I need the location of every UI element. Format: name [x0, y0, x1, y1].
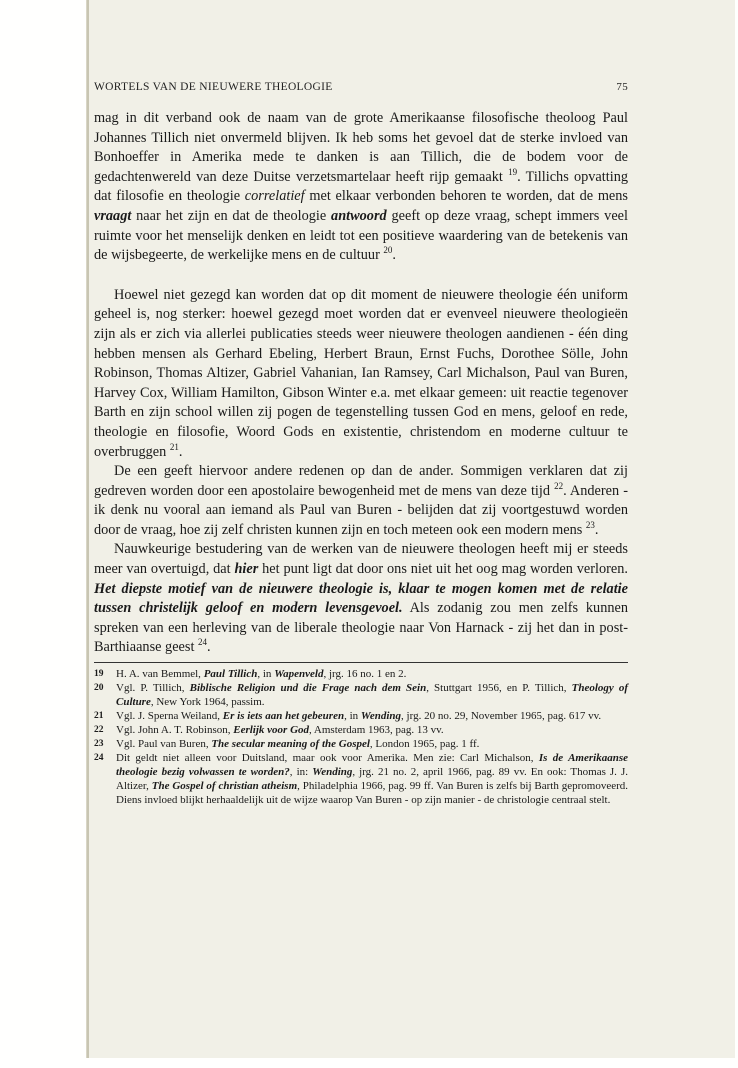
text-run: Hoewel niet gezegd kan worden dat op dit moment de nieuwere theologie één uniform geheel is, nog sterker: hoewel gezegd moet worden dat er evenveel nieuwere theologieën zijn als er zich via allerlei publicaties steeds weer nieuwere theologen aandienen - één ding hebben mensen als Gerhard Ebeling, Herbert Braun, Ernst Fuchs, Dorothee Sölle, John Robinson, Thomas Altizer, Gabriel Vahanian, Ian Ramsey, Carl Michalson, Paul van Buren, Harvey Cox, William Hamilton, Gibson Winter e.a. met elkaar gemeen: uit reactie tegenover Barth en zijn school willen zij pogen de tegenstelling tussen God en mens, geloof en rede, theologie en filosofie, Woord Gods en existentie, christendom en moderne cultuur te overbruggen [94, 286, 628, 460]
running-header [94, 81, 628, 109]
footnote-text-run: , jrg. 21 no. 2, april 1966, pag. 89 vv. En ook: Thomas J. J. Altizer, [116, 766, 628, 793]
footnote-title: Eerlijk voor God [233, 724, 310, 737]
text-run: . [594, 521, 599, 538]
footnote-text-run: Dit geldt niet alleen voor Duitsland, maar ook voor Amerika. Men zie: Carl Michalson, [116, 752, 539, 765]
footnote-title: Er is iets aan het gebeuren [222, 710, 345, 723]
footnote-title: The Gospel of christian atheism [151, 780, 298, 793]
text-run: het punt ligt dat door ons niet uit het oog mag worden verloren. [258, 561, 628, 578]
book-page [86, 0, 735, 1058]
footnote-text-run: Vgl. P. Tillich, [116, 682, 190, 695]
footnote-text-run: , in: [289, 766, 313, 779]
footnote [94, 709, 628, 723]
footnote-text-run: , in [257, 668, 275, 681]
paragraph-4 [94, 540, 628, 658]
footnote-title: Wending [360, 710, 402, 723]
page-number: 75 [616, 81, 628, 93]
footnote-number: 20 [94, 683, 104, 694]
footnote-text-run: Vgl. Paul van Buren, [116, 738, 212, 751]
footnote-text-run: , New York 1964, passim. [150, 696, 265, 709]
footnote-text-run: H. A. van Bemmel, [116, 668, 204, 681]
footnote-text [116, 737, 628, 751]
paragraph-3 [94, 462, 628, 540]
paragraph-2 [94, 286, 628, 462]
footnote [94, 737, 628, 751]
emphasis: vraagt [94, 207, 132, 224]
footnote [94, 681, 628, 709]
text-run: . Tillichs opvatting dat filosofie en theologie [94, 168, 628, 205]
footnote-text [116, 723, 628, 737]
footnote-number: 21 [94, 711, 104, 722]
text-run: met elkaar verbonden behoren te worden, dat de mens [304, 188, 628, 205]
footnote [94, 751, 628, 807]
footnote-title: Paul Tillich [203, 668, 258, 681]
footnote-text-run: , Stuttgart 1956, en P. Tillich, [426, 682, 572, 695]
text-run: naar het zijn en dat de theologie [131, 207, 332, 224]
text-run: Nauwkeurige bestudering van de werken van de nieuwere theologen heeft mij er steeds meer van overtuigd, dat [94, 541, 628, 578]
footnote-number: 22 [94, 725, 104, 736]
footnote-title: The secular meaning of the Gospel [211, 738, 370, 751]
footnote [94, 723, 628, 737]
footnote-ref[interactable]: 24 [198, 637, 208, 648]
footnote-text [116, 709, 628, 723]
emphasis: antwoord [331, 207, 387, 224]
text-run: . Anderen - ik denk nu vooral aan iemand als Paul van Buren - belijden dat zij voortgestuwd worden door de vraag, hoe zij zelf christen kunnen zijn en toch meteen ook een modern mens [94, 482, 628, 538]
text-run: Als zodanig zou men zelfs kunnen spreken van een herleving van de liberale theologie naar Von Harnack - zij het dan in post-Barthiaanse geest [94, 600, 628, 656]
running-title: WORTELS VAN DE NIEUWERE THEOLOGIE [94, 81, 333, 93]
footnote-divider [94, 662, 628, 663]
footnote-title: Biblische Religion und die Frage nach dem Sein [189, 682, 427, 695]
text-run: De een geeft hiervoor andere redenen op dan de ander. Sommigen verklaren dat zij gedreven worden door een apostolaire bewogenheid met de mens van deze tijd [94, 463, 628, 499]
footnote-ref[interactable]: 23 [585, 520, 595, 531]
emphasis: correlatief [244, 188, 305, 205]
footnote-number: 23 [94, 739, 104, 750]
emphasis-sentence: Het diepste motief van de nieuwere theologie is, klaar te mogen komen met de relatie tussen christelijk geloof en modern levensgevoel. [94, 580, 628, 617]
footnote-title: Theology of Culture [116, 682, 629, 709]
text-run: . [207, 639, 211, 656]
footnote-ref[interactable]: 22 [554, 480, 564, 491]
footnote-text-run: , in [344, 710, 361, 723]
footnote-text [116, 751, 628, 807]
footnote-text-run: Vgl. J. Sperna Weiland, [116, 710, 223, 723]
page-content [94, 81, 628, 807]
footnote-number: 19 [94, 669, 104, 680]
footnote-title: Is de Amerikaanse theologie bezig volwassen te worden? [116, 752, 628, 779]
footnote-title: Wapenveld [274, 668, 324, 681]
footnote-text-run: , Philadelphia 1966, pag. 99 ff. Van Buren is zelfs bij Barth gepromoveerd. Diens invloed blijkt herhaaldelijk uit de wijze waarop Van Buren - op zijn manier - de christologie centraal stelt. [116, 780, 628, 807]
footnote-ref[interactable]: 19 [508, 167, 518, 178]
footnote-number: 24 [94, 753, 104, 764]
paragraph-1 [94, 109, 628, 266]
footnote-text-run: , Amsterdam 1963, pag. 13 vv. [309, 724, 444, 737]
footnote-text-run: Vgl. John A. T. Robinson, [116, 724, 234, 737]
footnote-text [116, 667, 628, 681]
footnote-ref[interactable]: 21 [169, 441, 179, 452]
text-run: geeft op deze vraag, schept immers veel ruimte voor het menselijk denken en leidt tot een positieve waardering van de betekenis van de wijsbegeerte, de werkelijke mens en de cultuur [94, 207, 628, 264]
footnotes [94, 667, 628, 807]
text-run: mag in dit verband ook de naam van de grote Amerikaanse filosofische theoloog Paul Johannes Tillich niet onvermeld blijven. Ik heb soms het gevoel dat de sterke invloed van Bonhoeffer in Amerika mede te danken is aan Tillich, die de bodem voor de gedachtenwereld van deze Duitse verzetsmartelaar heeft rijp gemaakt [94, 110, 628, 185]
footnote-text-run: , jrg. 20 no. 29, November 1965, pag. 617 vv. [401, 710, 602, 723]
footnote-text [116, 681, 628, 709]
footnote-title: Wending [312, 766, 353, 779]
footnote [94, 667, 628, 681]
text-run: . [392, 247, 396, 264]
emphasis: hier [234, 561, 259, 578]
footnote-text-run: , London 1965, pag. 1 ff. [369, 738, 480, 751]
footnote-text-run: , jrg. 16 no. 1 en 2. [323, 668, 407, 681]
page-edge [87, 0, 89, 1058]
footnote-ref[interactable]: 20 [383, 245, 393, 256]
text-run: . [178, 443, 183, 460]
